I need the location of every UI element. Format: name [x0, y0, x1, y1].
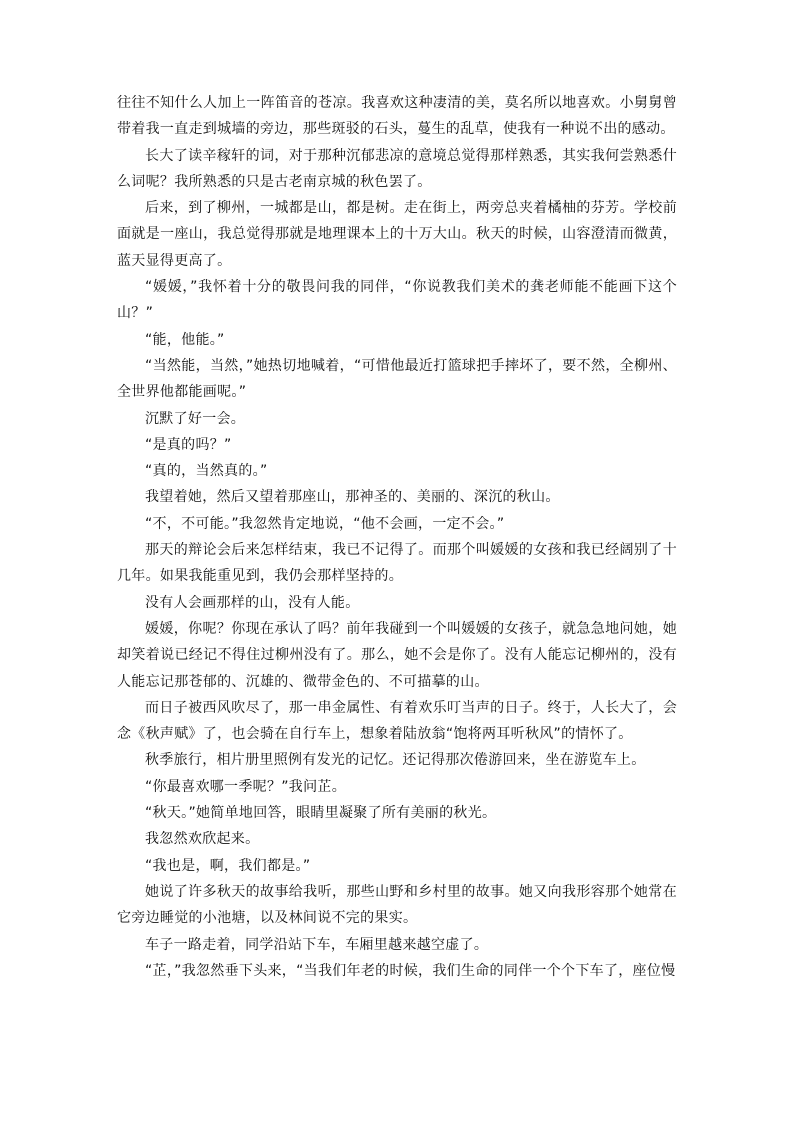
body-text — [117, 90, 677, 984]
paragraph: “我也是，啊，我们都是。” — [145, 857, 311, 874]
paragraph: 秋季旅行，相片册里照例有发光的记忆。还记得那次倦游回来，坐在游览车上。 — [145, 752, 646, 769]
paragraph: “当然能，当然，”她热切地喊着，“可惜他最近打篮球把手摔坏了，要不然，全柳州、全世界他都能画呢。” — [117, 357, 677, 401]
paragraph: “不，不可能。”我忽然肯定地说，“他不会画，一定不会。” — [145, 515, 505, 532]
paragraph: 而日子被西风吹尽了，那一串金属性、有着欢乐叮当声的日子。终于，人长大了，会念《秋声赋》了，也会骑在自行车上，想象着陆放翁“饱将两耳听秋风”的情怀了。 — [117, 699, 677, 743]
paragraph: 我忽然欢欣起来。 — [145, 831, 260, 848]
paragraph: “芷，”我忽然垂下头来，“当我们年老的时候，我们生命的同伴一个个下车了，座位慢 — [145, 962, 676, 979]
paragraph: “媛媛，”我怀着十分的敬畏问我的同伴，“你说教我们美术的龚老师能不能画下这个山？” — [117, 279, 677, 322]
paragraph: 我望着她，然后又望着那座山，那神圣的、美丽的、深沉的秋山。 — [145, 489, 560, 506]
paragraph: “秋天。”她简单地回答，眼睛里凝聚了所有美丽的秋光。 — [145, 805, 497, 822]
paragraph: 后来，到了柳州，一城都是山，都是树。走在街上，两旁总夹着橘柚的芬芳。学校前面就是一座山，我总觉得那就是地理课本上的十万大山。秋天的时候，山容澄清而微黄，蓝天显得更高了。 — [117, 200, 677, 269]
paragraph: “是真的吗？” — [145, 436, 232, 453]
paragraph-continued: 往往不知什么人加上一阵笛音的苍凉。我喜欢这种凄清的美，莫名所以地喜欢。小舅舅曾带着我一直走到城墙的旁边，那些斑驳的石头，蔓生的乱草，使我有一种说不出的感动。 — [117, 95, 677, 138]
paragraph: “能，他能。” — [145, 331, 225, 348]
paragraph: 媛媛，你呢？你现在承认了吗？前年我碰到一个叫媛媛的女孩子，就急急地问她，她却笑着说已经记不得住过柳州没有了。那么，她不会是你了。没有人能忘记柳州的，没有人能忘记那苍郁的、沉雄的、微带金色的、不可描摹的山。 — [117, 620, 677, 690]
paragraph: “你最喜欢哪一季呢？”我问芷。 — [145, 778, 347, 795]
paragraph: 那天的辩论会后来怎样结束，我已不记得了。而那个叫媛媛的女孩和我已经阔别了十几年。如果我能重见到，我仍会那样坚持的。 — [117, 542, 677, 585]
paragraph: 没有人会画那样的山，没有人能。 — [145, 594, 360, 611]
paragraph: 长大了读辛稼轩的词，对于那种沉郁悲凉的意境总觉得那样熟悉，其实我何尝熟悉什么词呢？我所熟悉的只是古老南京城的秋色罢了。 — [117, 147, 677, 190]
paragraph: 车子一路走着，同学沿站下车，车厢里越来越空虚了。 — [145, 936, 489, 953]
paragraph: 她说了许多秋天的故事给我听，那些山野和乡村里的故事。她又向我形容那个她常在它旁边睡觉的小池塘，以及林间说不完的果实。 — [117, 883, 677, 927]
paragraph: “真的，当然真的。” — [145, 463, 268, 480]
paragraph: 沉默了好一会。 — [145, 410, 246, 427]
